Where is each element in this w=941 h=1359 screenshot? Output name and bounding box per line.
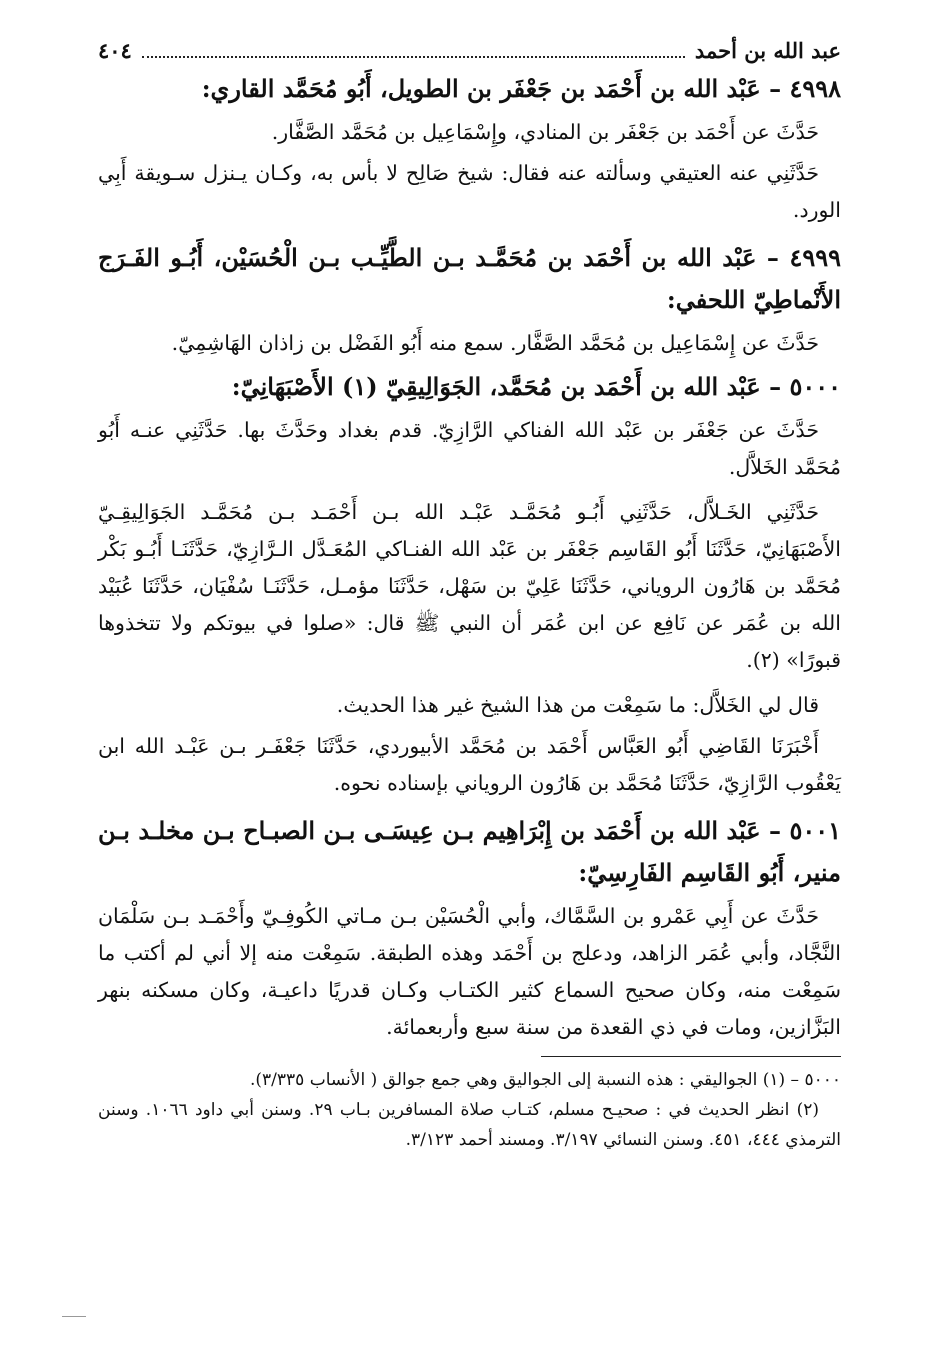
footnote: (٢) انظر الحديث في : صحيـح مسلم، كتـاب صلاة المسافرين بـاب ٢٩. وسنن أبي داود ١٠٦٦. وسنن الترمذي ٤٤٤، ٤٥١. وسنن النسائي ٣/١٩٧. ومسند أحمد ٣/١٢٣. [98,1100,841,1150]
page-number: ٤٠٤ [98,38,132,63]
margin-mark [62,1316,86,1317]
entry-paragraph: حَدَّثَنِي الخَـلاَّل، حَدَّثَنِي أَبُـو مُحَمَّـد عَبْـد الله بـن أَحْمَـد بـن مُحَمَّـد الجَوَالِيقِـيّ الأَصْبَهَانِيّ، حَدَّثَنَا أَبُو القَاسِم جَعْفَر بن عَبْد الله الفنـاكي المُعَـدَّل الـرَّازِيّ، حَدَّثَنَـا أَبُـو بَكْر مُحَمَّد بن هَارُون الروياني، حَدَّثَنَا عَلِيّ بن سَهْل، حَدَّثَنَا مؤمـل، حَدَّثَنَـا سُفْيَان، حَدَّثَنَا عُبَيْد الله بن عُمَر عن نَافِع عن ابن عُمَر أن النبي ﷺ قال: «صلوا في بيوتكم ولا تتخذوها قبورًا» (٢). [98,500,841,672]
entry-title: ٥٠٠١ – عَبْد الله بن أَحْمَد بن إِبْرَاهِيم بـن عِيسَـى بـن الصبـاح بـن مخلـد بـن منير، أَبُو القَاسِم الفَارِسِيّ: [98,816,841,887]
entry-4999 [98,237,841,362]
entry-paragraph: قال لي الخَلاَّل: ما سَمِعْت من هذا الشيخ غير هذا الحديث. [336,693,819,717]
running-title: عبد الله بن أحمد [694,38,841,63]
entry-paragraph: حَدَّثَ عن جَعْفَر بن عَبْد الله الفناكي الرَّازِيّ. قدم بغداد وحَدَّثَ بها. حَدَّثَنِي عنـه أَبُو مُحَمَّد الخَلاَّل. [98,418,841,479]
entry-paragraph: حَدَّثَ عن إِسْمَاعِيل بن مُحَمَّد الصَّفَّار. سمع منه أَبُو الفَضْل بن زاذان الهَاشِمِيّ. [171,331,819,355]
entry-paragraph: حَدَّثَنِي عنه العتيقي وسألته عنه فقال: شيخ صَالِح لا بأس به، وكـان يـنزل سـويقة أَبِي الورد. [98,161,841,222]
footnotes [98,1065,841,1155]
entry-title: ٥٠٠٠ – عَبْد الله بن أَحْمَد بن مُحَمَّد، الجَوَالِيقِيّ (١) الأَصْبَهَانِيّ: [231,372,841,401]
entry-5000 [98,366,841,802]
entry-paragraph: أَخْبَرَنَا القَاضِي أَبُو العَبَّاس أَحْمَد بن مُحَمَّد الأبيوردي، حَدَّثَنَا جَعْفَـر بـن عَبْـد الله ابن يَعْقُوب الرَّازِيّ، حَدَّثَنَا مُحَمَّد بن هَارُون الروياني بإسناده نحوه. [98,734,841,795]
entry-paragraph: حَدَّثَ عن أَبِي عَمْرو بن السَّمَّاك، وأبي الْحُسَيْن بـن مـاتي الكُوفِـيّ وأَحْمَـد بـن سَلْمَان النَّجَّاد، وأبي عُمَر الزاهد، ودعلج بن أَحْمَد وهذه الطبقة. سَمِعْت منه إلا أني لم أكتب ما سَمِعْت منه، وكان صحيح السماع كثير الكتـاب وكـان قدريًا داعيـة، وكان مسكنه بنهر البَزَّازين، ومات في ذي القعدة من سنة سبع وأربعمائة. [98,904,841,1039]
header-leader-dots [142,56,685,58]
running-header [98,36,841,66]
footnote: ٥٠٠٠ – (١) الجواليقي : هذه النسبة إلى الجواليق وهي جمع جوالق ( الأنساب ٣/٣٣٥). [249,1070,841,1090]
footnote-divider [541,1056,841,1057]
entry-paragraph: حَدَّثَ عن أَحْمَد بن جَعْفَر بن المنادي، وإِسْمَاعِيل بن مُحَمَّد الصَّفَّار. [271,120,819,144]
entry-4998 [98,68,841,229]
entry-title: ٤٩٩٩ – عَبْد الله بن أَحْمَد بن مُحَمَّـد بـن الطَّيِّـب بـن الْحُسَيْن، أَبُـو الفَـرَج الأَنْماطِيّ اللحفي: [98,243,841,314]
entry-5001 [98,810,841,1046]
entry-title: ٤٩٩٨ – عَبْد الله بن أَحْمَد بن جَعْفَر بن الطويل، أَبُو مُحَمَّد القاري: [201,74,841,103]
